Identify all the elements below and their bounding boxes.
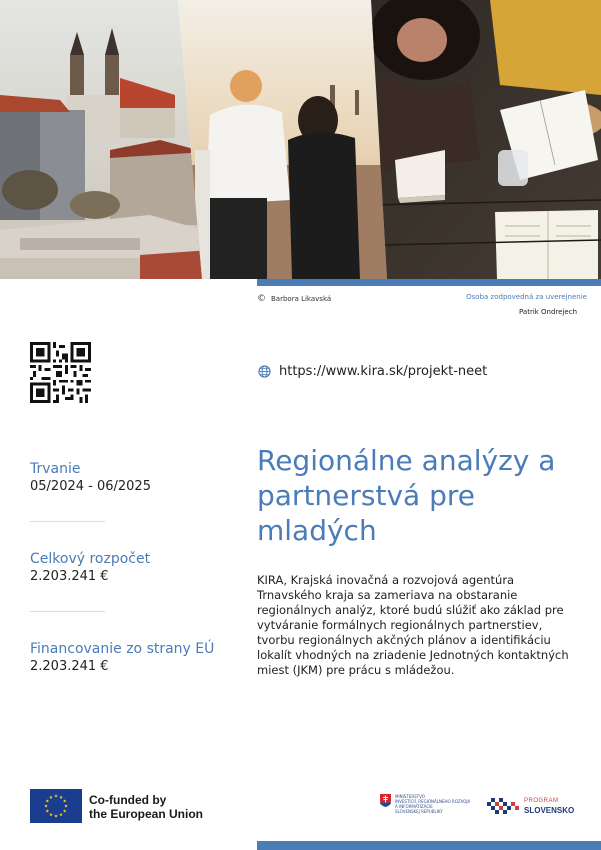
project-link[interactable] — [258, 364, 487, 379]
ministry-line: INVESTÍCIÍ, REGIONÁLNEHO ROZVOJA — [395, 799, 471, 804]
program-slovensko-icon — [487, 798, 521, 814]
eu-flag-icon — [30, 789, 82, 823]
collage-graphic — [0, 0, 601, 279]
eu-cofunded-text — [89, 793, 203, 821]
friends-photo — [170, 0, 390, 279]
budget-block — [30, 551, 150, 585]
ministry-logo — [380, 794, 470, 814]
page-title: Regionálne analýzy a partnerstvá pre mladých — [257, 444, 556, 547]
duration-label: Trvanie — [30, 461, 81, 477]
responsible-person-label: Osoba zodpovedná za uverejnenie — [466, 293, 587, 301]
program-title: SLOVENSKO — [524, 806, 575, 815]
eu-text-line2: the European Union — [89, 807, 203, 821]
eu-funding-block — [30, 641, 214, 675]
city-photo — [0, 0, 210, 279]
program-label: PROGRAM — [524, 798, 559, 804]
header-photo-collage — [0, 0, 601, 279]
responsible-person-name: Patrik Ondrejech — [519, 308, 577, 316]
accent-bar-bottom — [257, 841, 601, 850]
info-divider — [30, 521, 105, 522]
slovak-coat-of-arms-icon — [380, 794, 391, 807]
project-description: KIRA, Krajská inovačná a rozvojová agentúra Trnavského kraja sa zameriava na obstaranie regionálnych analýz, ktoré budú slúžiť ako základ pre vytváranie formálnych regionálnych partnerstiev, tvorbu regionálnych akčných plánov a identifikáciu lokalít vhodných na zriadenie Jednotných kontaktných miest (JKM) pre prácu s mládežou. — [257, 573, 569, 677]
globe-icon — [258, 365, 271, 378]
photographer-name: Barbora Likavská — [271, 295, 332, 303]
budget-value: 2.203.241 € — [30, 569, 109, 584]
eu-funding-label: Financovanie zo strany EÚ — [30, 641, 215, 657]
ministry-line: SLOVENSKEJ REPUBLIKY — [395, 809, 443, 814]
ministry-line: A INFORMATIZÁCIE — [395, 804, 433, 809]
ministry-name — [395, 794, 470, 814]
eu-funding-value: 2.203.241 € — [30, 659, 109, 674]
info-divider — [30, 611, 105, 612]
ministry-line: MINISTERSTVO — [395, 794, 425, 799]
budget-label: Celkový rozpočet — [30, 551, 151, 567]
accent-bar-top — [257, 279, 601, 286]
photo-credit — [257, 294, 331, 304]
study-photo — [360, 0, 601, 279]
duration-block — [30, 461, 151, 495]
project-url[interactable]: https://www.kira.sk/projekt-neet — [279, 364, 488, 379]
program-name — [524, 797, 574, 815]
copyright-icon: © — [257, 294, 266, 304]
program-slovensko-logo — [487, 797, 574, 815]
duration-value: 05/2024 - 06/2025 — [30, 479, 151, 494]
qr-code-icon[interactable] — [30, 342, 91, 403]
eu-text-line1: Co-funded by — [89, 793, 167, 807]
